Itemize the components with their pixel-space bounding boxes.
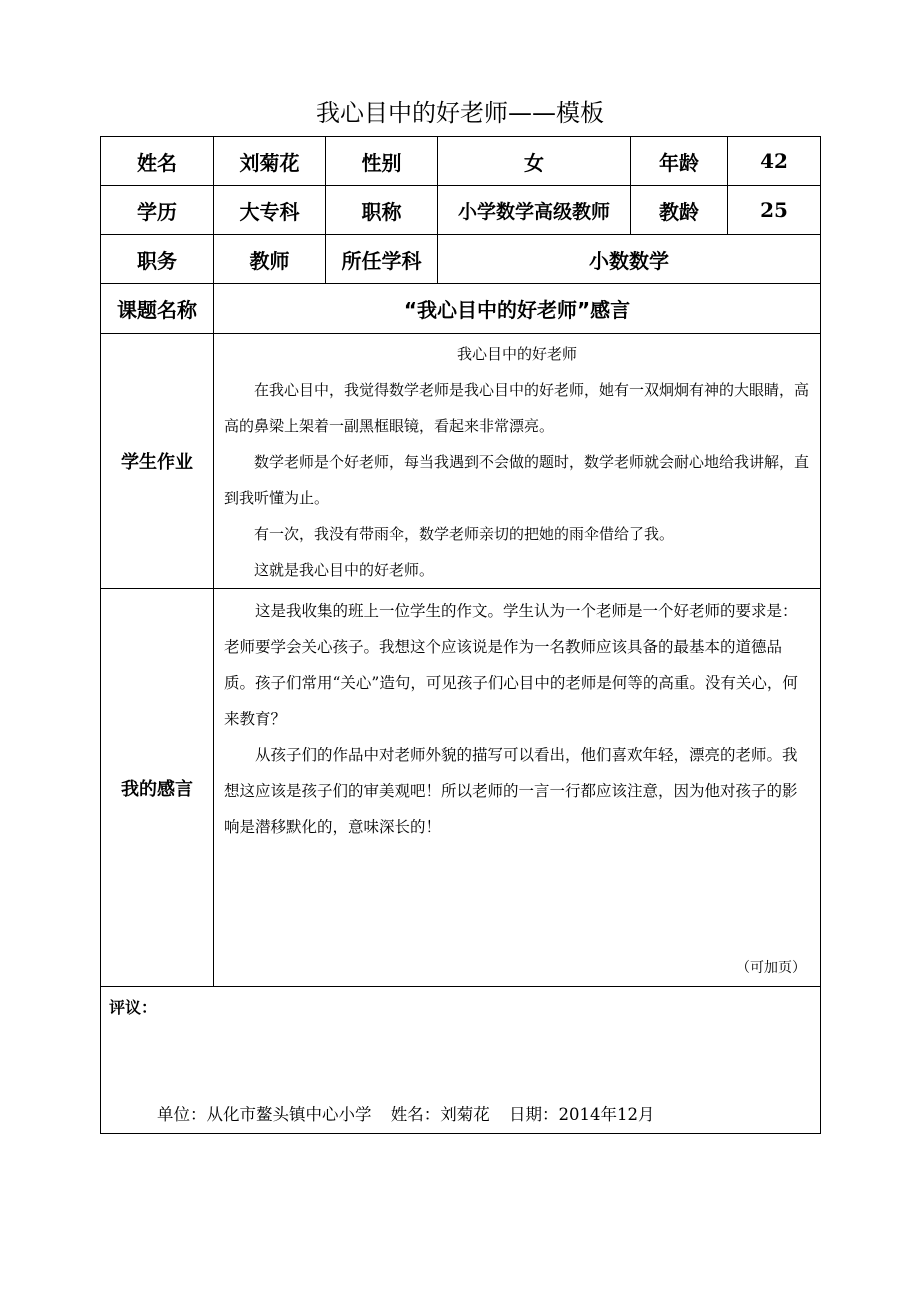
name-value: 刘菊花 <box>214 137 326 186</box>
signature-line <box>157 1101 669 1125</box>
reflection-label: 我的感言 <box>101 589 214 987</box>
add-page-note: （可加页） <box>736 960 806 976</box>
essay-paragraph: 有一次，我没有带雨伞，数学老师亲切的把她的雨伞借给了我。 <box>254 525 675 543</box>
reflection-text <box>214 589 821 987</box>
education-label: 学历 <box>101 186 214 235</box>
years-label: 教龄 <box>631 186 728 235</box>
position-value: 教师 <box>214 235 326 284</box>
teacher-form-table <box>100 136 821 1134</box>
position-label: 职务 <box>101 235 214 284</box>
student-essay <box>214 334 821 589</box>
title-value: 小学数学高级教师 <box>438 186 631 235</box>
gender-label: 性别 <box>326 137 438 186</box>
date-text: 日期：2014年12月 <box>509 1105 655 1124</box>
essay-paragraph: 在我心目中，我觉得数学老师是我心目中的好老师，她有一双炯炯有神的大眼睛，高高的鼻梁上架着一副黑框眼镜，看起来非常漂亮。 <box>224 381 810 435</box>
essay-paragraph: 数学老师是个好老师，每当我遇到不会做的题时，数学老师就会耐心地给我讲解，直到我听懂为止。 <box>224 453 810 507</box>
age-label: 年龄 <box>631 137 728 186</box>
comment-label: 评议： <box>109 998 158 1017</box>
years-value: 25 <box>728 186 821 235</box>
table-row <box>101 334 821 589</box>
table-row <box>101 284 821 334</box>
gender-value: 女 <box>438 137 631 186</box>
essay-paragraph: 这就是我心目中的好老师。 <box>254 561 435 579</box>
age-value: 42 <box>728 137 821 186</box>
student-work-label: 学生作业 <box>101 334 214 589</box>
topic-value: “我心目中的好老师”感言 <box>214 284 821 334</box>
table-row <box>101 137 821 186</box>
subject-value: 小数数学 <box>438 235 821 284</box>
education-value: 大专科 <box>214 186 326 235</box>
reflection-paragraph: 这是我收集的班上一位学生的作文。学生认为一个老师是一个好老师的要求是：老师要学会关心孩子。我想这个应该说是作为一名教师应该具备的最基本的道德品质。孩子们常用“关心”造句，可见孩子们心目中的老师是何等的高重。没有关心，何来教育？ <box>224 602 798 728</box>
table-row <box>101 186 821 235</box>
essay-title: 我心目中的好老师 <box>456 345 577 363</box>
signer-name: 姓名：刘菊花 <box>390 1105 490 1124</box>
name-label: 姓名 <box>101 137 214 186</box>
table-row <box>101 987 821 1134</box>
comment-section <box>101 987 821 1134</box>
unit-text: 单位：从化市鳌头镇中心小学 <box>157 1105 372 1124</box>
table-row <box>101 235 821 284</box>
topic-label: 课题名称 <box>101 284 214 334</box>
title-label: 职称 <box>326 186 438 235</box>
table-row <box>101 589 821 987</box>
subject-label: 所任学科 <box>326 235 438 284</box>
reflection-paragraph: 从孩子们的作品中对老师外貌的描写可以看出，他们喜欢年轻，漂亮的老师。我想这应该是孩子们的审美观吧！所以老师的一言一行都应该注意，因为他对孩子的影响是潜移默化的，意味深长的！ <box>224 746 798 836</box>
page-title: 我心目中的好老师——模板 <box>316 99 604 127</box>
